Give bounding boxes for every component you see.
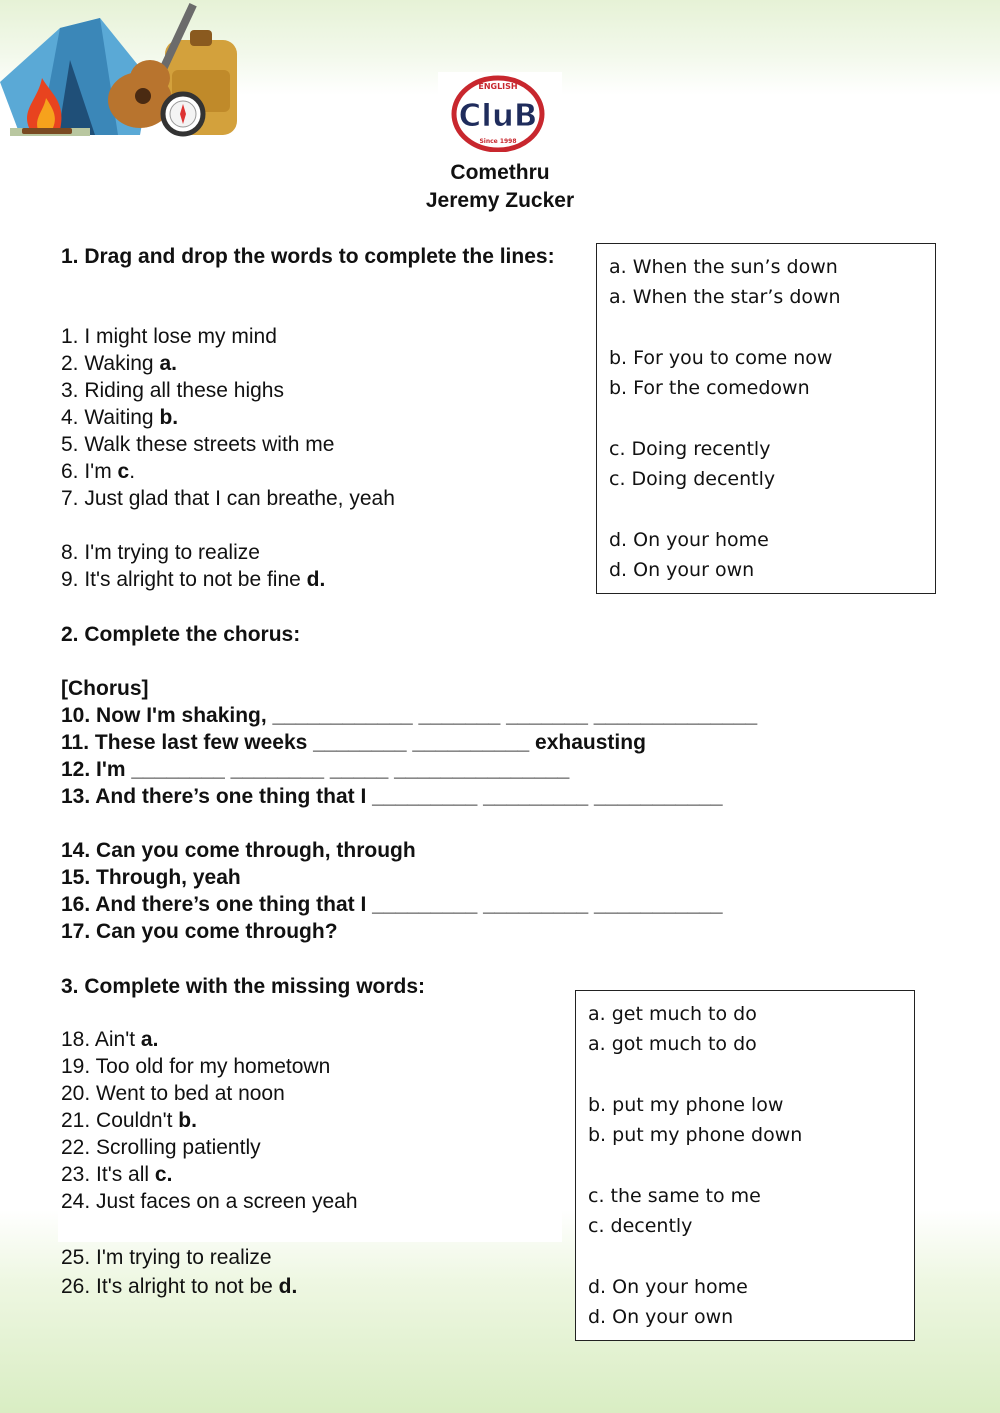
- drop-target-a[interactable]: a.: [159, 352, 177, 375]
- artist-name: Jeremy Zucker: [425, 189, 575, 212]
- s1-line-4: 4. Waiting b.: [61, 406, 179, 429]
- s1-line-7: 7. Just glad that I can breathe, yeah: [61, 487, 395, 510]
- s1-line-6: 6. I'm c.: [61, 460, 136, 483]
- option-chip[interactable]: c. decently: [588, 1215, 693, 1237]
- s3-line-18: 18. Ain't a.: [61, 1028, 159, 1051]
- option-chip[interactable]: b. put my phone down: [588, 1124, 803, 1146]
- drop-target-d[interactable]: d.: [278, 1275, 298, 1298]
- chorus-line-13[interactable]: 13. And there’s one thing that I _________ _________ ___________: [61, 785, 723, 808]
- section3-heading: 3. Complete with the missing words:: [61, 975, 426, 998]
- option-chip[interactable]: d. On your home: [609, 529, 769, 551]
- drop-target-b[interactable]: b.: [178, 1109, 197, 1132]
- chorus-line-16[interactable]: 16. And there’s one thing that I _________ _________ ___________: [61, 893, 723, 916]
- s1-line-8: 8. I'm trying to realize: [61, 541, 260, 564]
- section2-heading: 2. Complete the chorus:: [61, 623, 301, 646]
- s1-line-2: 2. Waking a.: [61, 352, 177, 375]
- s3-line-26: 26. It's alright to not be d.: [61, 1275, 298, 1298]
- option-chip[interactable]: d. On your own: [609, 559, 755, 581]
- option-chip[interactable]: a. get much to do: [588, 1003, 757, 1025]
- drop-target-c[interactable]: c: [117, 460, 130, 483]
- chorus-line-10[interactable]: 10. Now I'm shaking, ____________ _______ _______ ______________: [61, 704, 758, 727]
- section1-options-box: [596, 243, 936, 594]
- option-chip[interactable]: a. When the star’s down: [609, 286, 841, 308]
- drop-target-a[interactable]: a.: [140, 1028, 159, 1051]
- drop-target-c[interactable]: c.: [154, 1163, 173, 1186]
- option-chip[interactable]: a. got much to do: [588, 1033, 757, 1055]
- option-chip[interactable]: d. On your home: [588, 1276, 748, 1298]
- option-chip[interactable]: b. put my phone low: [588, 1094, 784, 1116]
- option-chip[interactable]: d. On your own: [588, 1306, 734, 1328]
- song-title: Comethru: [450, 161, 550, 184]
- chorus-line-12[interactable]: 12. I'm ________ ________ _____ _______________: [61, 758, 570, 781]
- option-chip[interactable]: b. For the comedown: [609, 377, 810, 399]
- chorus-line-15: 15. Through, yeah: [61, 866, 241, 889]
- option-chip[interactable]: a. When the sun’s down: [609, 256, 838, 278]
- s3-line-19: 19. Too old for my hometown: [61, 1055, 331, 1078]
- camping-illustration: [0, 0, 240, 140]
- s3-line-25: 25. I'm trying to realize: [61, 1246, 272, 1269]
- s1-line-5: 5. Walk these streets with me: [61, 433, 335, 456]
- s1-line-1: 1. I might lose my mind: [61, 325, 277, 348]
- s1-line-3: 3. Riding all these highs: [61, 379, 284, 402]
- drop-target-d[interactable]: d.: [306, 568, 326, 591]
- option-chip[interactable]: b. For you to come now: [609, 347, 833, 369]
- logo-arc-top: ENGLISH: [478, 82, 518, 91]
- s3-line-20: 20. Went to bed at noon: [61, 1082, 285, 1105]
- chorus-line-14: 14. Can you come through, through: [61, 839, 416, 862]
- option-chip[interactable]: c. the same to me: [588, 1185, 761, 1207]
- logo-text: CluB: [458, 98, 538, 134]
- section3-options-box: [575, 990, 915, 1341]
- s3-line-24: 24. Just faces on a screen yeah: [61, 1190, 358, 1213]
- s3-line-21: 21. Couldn't b.: [61, 1109, 197, 1132]
- chorus-line-17: 17. Can you come through?: [61, 920, 338, 943]
- logo-arc-bottom: Since 1998: [479, 138, 517, 145]
- s1-line-9: 9. It's alright to not be fine d.: [61, 568, 326, 591]
- s3-line-22: 22. Scrolling patiently: [61, 1136, 261, 1159]
- chorus-label: [Chorus]: [61, 677, 149, 700]
- english-club-logo: [438, 72, 562, 152]
- chorus-line-11[interactable]: 11. These last few weeks ________ __________ exhausting: [61, 731, 646, 754]
- section1-heading: 1. Drag and drop the words to complete the lines:: [61, 245, 555, 268]
- option-chip[interactable]: c. Doing recently: [609, 438, 771, 460]
- s3-line-23: 23. It's all c.: [61, 1163, 173, 1186]
- option-chip[interactable]: c. Doing decently: [609, 468, 776, 490]
- drop-target-b[interactable]: b.: [159, 406, 179, 429]
